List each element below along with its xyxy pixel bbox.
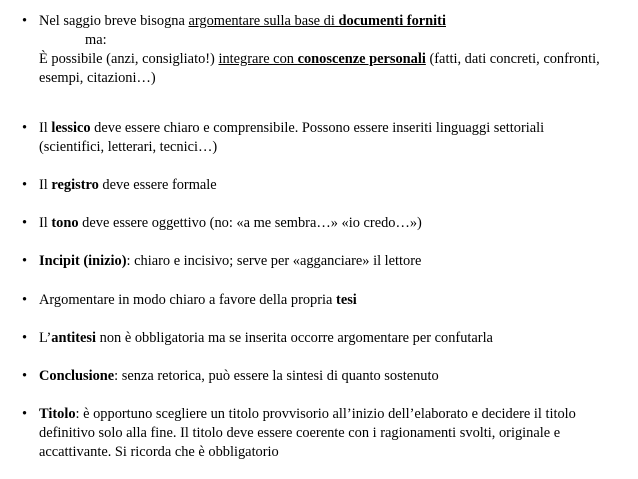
bullet-item-tesi [22,291,612,310]
bullet-text: L’antitesi non è obbligatoria ma se inserita occorre argomentare per confutarla [39,330,493,346]
bullet-text: Il lessico deve essere chiaro e comprensibile. Possono essere inseriti linguaggi settoriali (scientifici, letterari, tecnici…) [39,120,545,155]
bullet-text: Nel saggio breve bisogna argomentare sulla base di documenti forniti ma: È possibile (anzi, consigliato!) integrare con conoscenze personali (fatti, dati concreti, confronti, esempi, citazioni…) [39,13,600,86]
bullet-item-conclusione [22,367,612,386]
bullet-icon: • [22,292,28,308]
bullet-icon: • [22,368,28,384]
bullet-item-registro [22,176,612,195]
bullet-icon: • [22,177,28,193]
bullet-text: Argomentare in modo chiaro a favore della propria tesi [39,292,357,308]
bullet-item-incipit [22,252,612,271]
bullet-icon: • [22,330,28,346]
bullet-icon: • [22,406,28,422]
bullet-text: Il tono deve essere oggettivo (no: «a me sembra…» «io credo…») [39,215,422,231]
bullet-icon: • [22,215,28,231]
bullet-text: Titolo: è opportuno scegliere un titolo provvisorio all’inizio dell’elaborato e decidere il titolo definitivo solo alla fine. Il titolo deve essere coerente con i ragionamenti svolti, originale e accattivante. Si ricorda che è obbligatorio [39,406,576,460]
bullet-text: Conclusione: senza retorica, può essere la sintesi di quanto sostenuto [39,368,439,384]
bullet-item-tono [22,214,612,233]
bullet-icon: • [22,253,28,269]
bullet-item-titolo [22,405,612,462]
bullet-text: Il registro deve essere formale [39,177,217,193]
bullet-icon: • [22,120,28,136]
bullet-text: Incipit (inizio): chiaro e incisivo; serve per «agganciare» il lettore [39,253,422,269]
bullet-item-saggio-breve [22,12,612,88]
bullet-item-antitesi [22,329,612,348]
bullet-item-lessico [22,119,612,157]
bullet-icon: • [22,13,28,29]
